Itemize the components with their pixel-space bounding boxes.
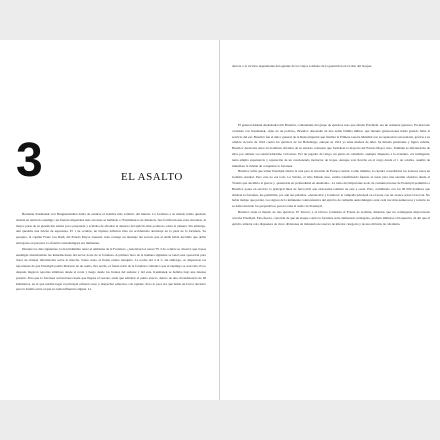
right-page-carryover — [232, 64, 430, 70]
left-paragraph-1: Hermann Kusmanek von Burgneustädten debía de sentirse el hombre más solitario del mundo. La fortaleza a su mando había quedado aislada en territorio enemigo: las fuerzas imperiales más cercanas se hallaban a 70 kilómetros de distancia. Sus fortificaciones eran obsoletas, la mayor parte de su guarnición estaba poco preparada y acababa de afrontar el anuncio del ejército más poderoso sobre el planeta. Sin embargo, aún quedaba una brizna de esperanza. El 1 de octubre, un biplano Albatros hizo un accidentado aterrizaje en la pista de la fortaleza. Su pasajero, el capitán Franz von Rudl, del Estado Mayor General, traía consigo un mensaje tan secreto que el AOK había decidido que debía entregarse en persona: la ofensiva austrohúngara era inminente. — [16, 212, 206, 245]
left-page — [0, 40, 220, 400]
left-page-body — [16, 212, 206, 293]
right-carryover-paragraph: derrota o la victoria dependerían del aguante de los viejos soldados de la guarnición en el sitio del bosque. — [232, 64, 372, 68]
left-paragraph-2: Durante los días siguientes, la incertidumbre tensó el ambiente de la Fortaleza. ¿Atacarían los rusos? El 3 de octubre se observó que tropas enemigas abandonaban las inmediaciones del sector norte de la fortaleza. A primera hora de la mañana siguiente se lanzó una operación para tratar de obtener información sobre la marcha. Sobre estas, el frente estaba tranquilo. La noche del 4 al 5, sin embargo, se dispararon las reportantes de que Przemyśl podría liberarse en un asalto. Era noche, el frente norte de la fortaleza comunicó que el enemigo se acercaba. Poco después llegaron reportes similares desde el norte y luego desde los frentes del sudeste y del este. Kusmanek se hallaba bajo una intensa presión. Para que la fortaleza sobreviviera hasta que llegara el rescate, tenía que adivinar el punto exacto, dentro de una circunferencia de 48 kilómetros, en el que tendría lugar el principal esfuerzo ruso y despachar refuerzos con rapidez. Pero lo peor era que había un factor decisivo para la batalla sobre el que no tenía influencia alguna. La — [16, 246, 206, 292]
chapter-number: 3 — [16, 134, 43, 187]
right-page-body — [232, 123, 430, 227]
chapter-title: EL ASALTO — [121, 171, 183, 183]
right-paragraph-2: Brusílov sabía que tomar Przemyśl abriría la ruta para la invasión de Europa central. Como mínimo, la captura consolidaría los avances rusos en Galitzia oriental. Pero este no era todo. La Stavka, el Alto Mando ruso, estaba transfiriendo fuerzas al norte para una enorme ofensiva desde el Vístula que decidiría la guerra y ‑penetraría en profundidad en Alemania‑. La toma del importante nodo de comunicaciones de Przemyśl permitiría a Brusílov poner en servicio la principal línea de ferrocarril que atravesaba Galitzia de este a oeste. Esto, combinado con los 90 000 hombres que sitiaban la fortaleza, les permitiría, por aun sus palabras, «desarrollar y fortalecer la campaña principal en el norte con un avance sobre Cracovia. No había tiempo que perder. Los signos de la inminente contraofensiva del ejército de campaña austrohúngaro eran cada vez más numerosos y todavía no se había iniciado los preparativos para la toma al asalto de Przemyśl. — [232, 169, 430, 209]
right-paragraph-3: Brusílov tenía el mando de tres ejércitos. El Tercero y el Octavo formaban el Frente de Galitzia, mientras que un contingente improvisado cercaba Przemyśl. Esta fuerza, conocida de que un ataque contra la fortaleza sería demasiado arriesgado, prefería limitarse a bloquearla, de ahí que el ejército sitiador solo dispusiera de cinco divisiones de infantería de reserva de inferior categoría y de una división de caballería. — [232, 209, 430, 226]
right-paragraph-1: El general Alekséi Aleksándrovich Brusílov, comandante del grupo de ejércitos ruso que sitiaba Przemyśl, era un asistente guerrero. En marcado contraste con Kusmanek, «hijo de un policía», Brusílov descendía de una noble familia militar, que durante generaciones había ganado fama al servicio del zar. Brusílov fue el único general de la Rusia imperial que finalizó la Primera Guerra Mundial con su reputación acrecentada, gracias a su célebre victoria de 1916 contra los ejércitos de los Habsburgo, aunque en 1914 ya tenía madera de líder. Su mirada penetrante y figura esbelta, Brusílov destacaba entre los hombres oficiales de su entorno castrense que formaban la mayoría del Estado Mayor ruso. También se diferenciaba de ellos por rehusar su conservadurismo victorioso. Era un jugador de riesgo, un punto de caballería ‑siempre dispuesto a la aventura‑ era inteligente, tenía amplia experiencia y reputación de un concienzudo instructor de tropas. Aunque solo llevaba en el cargo desde el 1 de octubre, asumió de inmediato la misión de conquistar la fortaleza. — [232, 123, 430, 168]
right-page — [220, 40, 440, 400]
